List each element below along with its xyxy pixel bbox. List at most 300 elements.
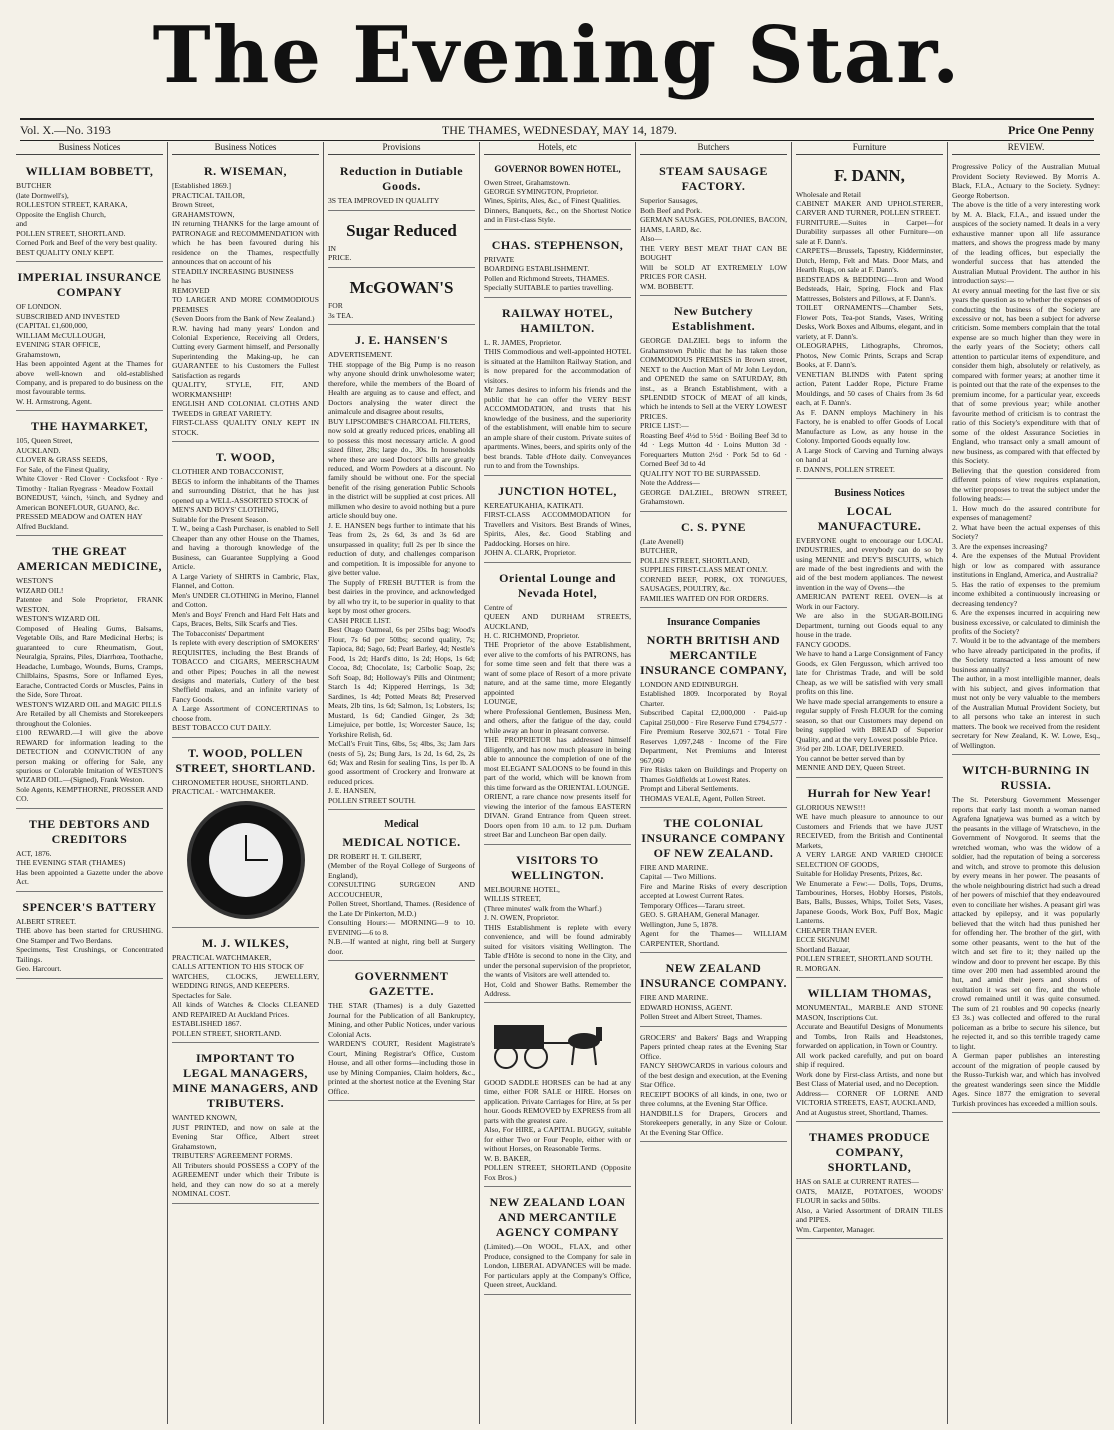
- ad-text: (CAPITAL £1,600,000,: [16, 321, 88, 331]
- ad-text: Centre of: [484, 602, 513, 612]
- advertisement: [16, 159, 163, 262]
- ad-text: 1. How much do the assured contribute for expenses of management?: [952, 503, 1100, 523]
- ad-headline: LOCAL MANUFACTURE.: [817, 503, 922, 533]
- ad-text: WILLIAM McCULLOUGH,: [16, 330, 106, 340]
- ad-text: 4. Are the expenses of the Mutual Provident high or low as compared with assurance institutions in England, America, and Australia?: [952, 551, 1100, 580]
- ad-text: All work packed carefully, and put on board ship if required.: [796, 1050, 943, 1070]
- ad-text: ROLLESTON STREET, KARAKA,: [16, 200, 128, 210]
- ad-text: Suitable for Holiday Presents, Prizes, &c.: [796, 869, 923, 879]
- ad-text: THE above has been started for CRUSHING. One Stamper and Two Berdans.: [16, 926, 163, 945]
- ad-text: WATCHES, CLOCKS, JEWELLERY, WEDDING RINGS, AND KEEPERS.: [172, 971, 319, 991]
- ad-text: Fire Risks taken on Buildings and Property on Thames Goldfields at Lowest Rates.: [640, 765, 787, 784]
- ad-text: Hot, Cold and Shower Baths. Remember the Address.: [484, 979, 631, 998]
- ad-text: ESTABLISHED 1867.: [172, 1019, 242, 1029]
- ad-text: FAMILIES WAITED ON FOR ORDERS.: [640, 593, 769, 603]
- advertisement: [484, 233, 631, 298]
- ad-text: Opposite the English Church,: [16, 209, 106, 219]
- ad-text: CASH PRICE LIST.: [328, 615, 391, 625]
- ad-text: For Sale, of the Finest Quality,: [16, 464, 110, 474]
- newspaper-title: The Evening Star.: [152, 10, 962, 101]
- ad-text: Shortland Bazaar,: [796, 944, 851, 954]
- ad-text: BUTCHER,: [640, 546, 678, 556]
- ad-text: BOARDING ESTABLISHMENT.: [484, 264, 590, 274]
- ad-text: EVERYONE ought to encourage our LOCAL INDUSTRIES, and everybody can do so by using MENNIE and DEY'S BISCUITS, which are made of the best ingredients and with the aid of the best modern appliances. The newest invention in the way of Ovens—the: [796, 535, 943, 592]
- ad-headline: WILLIAM BOBBETT,: [25, 164, 154, 179]
- ad-headline: THAMES PRODUCE COMPANY, SHORTLAND,: [808, 1130, 931, 1175]
- advertisement: [16, 414, 163, 536]
- column-heading: Business Notices: [172, 142, 319, 155]
- ad-text: Temporary Offices—Tararu street.: [640, 900, 745, 910]
- ad-text: BUTCHER: [16, 181, 52, 191]
- ad-text: WM. BOBBETT.: [640, 281, 694, 291]
- ad-headline: IMPORTANT TO LEGAL MANAGERS, MINE MANAGERS, AND TRIBUTERS.: [172, 1051, 319, 1111]
- ad-headline: THE GREAT AMERICAN MEDICINE,: [16, 544, 162, 574]
- ad-text: 3s TEA.: [328, 310, 354, 320]
- ad-text: Will be SOLD AT EXTREMELY LOW PRICES FOR CASH.: [640, 262, 787, 282]
- advertisement: [172, 445, 319, 738]
- ad-text: FANCY GOODS.: [796, 639, 851, 649]
- ad-text: Consulting Hours:— MORNING—9 to 10. EVENING—6 to 8.: [328, 918, 475, 937]
- ad-text: THE STAR (Thames) is a duly Gazetted Journal for the Publication of all Bankruptcy, Mining, and other Public Notices, under various Colonial Acts.: [328, 1001, 475, 1039]
- ad-text: PRACTICAL WATCHMAKER,: [172, 952, 272, 962]
- ad-headline: Sugar Reduced: [346, 220, 457, 240]
- ad-text: (Three minutes' walk from the Wharf.): [484, 903, 602, 913]
- ad-text: Brown Street,: [172, 200, 215, 210]
- ad-text: W. H. Armstrong, Agent.: [16, 396, 92, 406]
- ad-text: THOMAS VEALE, Agent, Pollen Street.: [640, 793, 766, 803]
- ad-text: Dinners, Banquets, &c., on the Shortest Notice and in First-class Style.: [484, 205, 631, 225]
- ad-text: WANTED KNOWN,: [172, 1113, 237, 1123]
- ad-text: A Large Assortment of CONCERTINAS to choose from.: [172, 704, 319, 723]
- ad-text: W. B. BAKER,: [484, 1153, 531, 1163]
- ad-headline: McGOWAN'S: [349, 277, 454, 297]
- ad-text: Men's UNDER CLOTHING in Merino, Flannel and Cotton.: [172, 590, 319, 610]
- ad-text: POLLEN STREET, SHORTLAND.: [16, 228, 126, 238]
- ad-text: FIRE AND MARINE.: [640, 863, 709, 872]
- ad-text: OATS, MAIZE, POTATOES, WOODS' FLOUR in sacks and 50lbs.: [796, 1186, 943, 1206]
- ad-headline: VISITORS TO WELLINGTON.: [511, 852, 604, 882]
- advertisement: [172, 741, 319, 928]
- ad-text: POLLEN STREET, SHORTLAND (Opposite Fox Bros.): [484, 1163, 631, 1182]
- section-heading: Medical: [384, 819, 419, 831]
- column-heading: Business Notices: [16, 142, 163, 155]
- ad-text: J. E. HANSEN begs further to intimate that his Teas from 2s, 2s 6d, 3s and 3s 6d are unsurpassed in quality; full 2s per lb since the reduction of duty, and challenges comparison and competition. It is impossible for anyone to give better value.: [328, 520, 475, 578]
- ad-text: JUST PRINTED, and now on sale at the Evening Star Office, Albert street Grahamstown,: [172, 1122, 319, 1151]
- ad-text: CALLS ATTENTION TO HIS STOCK OF: [172, 962, 304, 972]
- clock-hand: [246, 859, 268, 861]
- ad-text: Pollen Street, Shortland, Thames. (Residence of the Late Dr Pinkerton, M.D.): [328, 899, 475, 918]
- ad-text: CORNED BEEF, PORK, OX TONGUES, SAUSAGES, POULTRY, &c.: [640, 574, 787, 594]
- ad-text: Progressive Policy of the Australian Mutual Provident Society Reviewed. By Morris A. Black, F.I.A., Actuary to the Society. Sydney: George Robertson.: [952, 162, 1100, 200]
- ad-text: Capital — Two Millions.: [640, 872, 717, 882]
- ad-text: GRAHAMSTOWN,: [172, 209, 235, 219]
- advertisement: [640, 1030, 787, 1142]
- ad-text: Also, For HIRE, a CAPITAL BUGGY, suitable for either Two or Four People, either with or without Horses, on Reasonable Terms.: [484, 1125, 631, 1154]
- ad-text: OF LONDON.: [16, 302, 62, 312]
- ad-text: THE EVENING STAR (THAMES): [16, 858, 126, 868]
- ad-text: CONSULTING SURGEON AND ACCOUCHEUR,: [328, 880, 475, 899]
- ad-text: BEDSTEADS & BEDDING—Iron and Wood Bedsteads, Hair, Spring, Flock and Flax Mattresses, Bolsters and Pillows, at F. Dann's.: [796, 274, 943, 303]
- ad-text: Superior Sausages,: [640, 196, 698, 206]
- ad-text: now sold at greatly reduced prices, enabling all to possess this most necessary article. A good sized filter, 28s; large do., 30s. In households where these are used Doctors' bills are greatly reduced, and Worm Powders at a discount. No family should be without one. For the special benefit of the rising generation Public Schools in the district will be supplied at cost prices. All milkmen who desire to avoid nothing but a pure article should buy one.: [328, 426, 475, 521]
- ad-text: LONDON AND EDINBURGH.: [640, 679, 739, 689]
- advertisement: [484, 479, 631, 563]
- ad-text: 3. Are the expenses increasing?: [952, 541, 1048, 551]
- ad-text: POLLEN STREET, SHORTLAND SOUTH.: [796, 954, 933, 964]
- ad-text: Established 1809. Incorporated by Royal Charter.: [640, 689, 787, 708]
- ad-text: BUY LIPSCOMBE'S CHARCOAL FILTERS,: [328, 416, 471, 426]
- advertisement: [796, 781, 943, 979]
- ad-text: 3½d per 2lb. LOAF, DELIVERED.: [796, 744, 904, 754]
- ad-text: 105, Queen Street,: [16, 436, 73, 446]
- ad-headline: NEW ZEALAND INSURANCE COMPANY.: [640, 961, 788, 991]
- ad-headline: F. DANN,: [834, 166, 905, 186]
- ad-headline: Oriental Lounge and Nevada Hotel,: [499, 570, 616, 600]
- ad-text: GLORIOUS NEWS!!!: [796, 802, 866, 812]
- ad-text: GEORGE DALZIEL begs to inform the Grahamstown Public that he has taken those COMMODIOUS PREMISES in Brown street, NEXT to the Auction Mart of Mr John Leydon, and OPENED the same on SATURDAY, 8th inst., as a Branch Establishment, with a SPLENDID STOCK of MEAT of all kinds, which he intends to Sell at the VERY LOWEST PRICES.: [640, 336, 787, 421]
- ad-text: PRIVATE: [484, 254, 515, 264]
- ad-text: 3S TEA IMPROVED IN QUALITY: [328, 196, 440, 206]
- ad-text: We are also in the SUGAR-BOILING Department, turning out Goods equal to any house in the trade.: [796, 611, 943, 640]
- ad-text: RECEIPT BOOKS of all kinds, in one, two or three columns, at the Evening Star Office.: [640, 1089, 787, 1109]
- ad-text: Alfred Buckland.: [16, 521, 69, 531]
- ad-text: AUCKLAND.: [16, 445, 61, 455]
- ad-text: The St. Petersburg Government Messenger reports that early last month a woman named Agrafena Ignatjewa was burned as a witch by the peasants in the village of Wratschevo, in the Government of Novgorod. It seems that the wretched woman, who was the widow of a soldier, had the reputation of being a sorceress and witch, and strove to promote this delusion by every means in her power. The peasants of the whole neighbouring district had such a dread of her powers of mischief that they endeavoured even to conciliate her wishes. A peasant girl was attacked by epilepsy, and it was popularly believed that the witch had thus punished her for offending her. The brother of the girl, with some other peasants, went to the hut of the witch and set fire to it; they nailed up the window and door to prevent her escape. By this time over 200 men had assembled around the hut, and amid their jeers and shouts of exultation it was set on fire, and the whole crowd remained until it was quite consumed. The sum of 21 roubles and 90 copecks (nearly £3 3s.) was collected and offered to the rural policeman as a bribe to secure his silence, but he rejected it, and so this terrible tragedy came to light.: [952, 795, 1100, 1051]
- clock-hand: [245, 835, 247, 861]
- ad-text: BEST QUALITY ONLY KEPT.: [16, 247, 114, 257]
- advertisement: [640, 611, 787, 808]
- ad-headline: GOVERNMENT GAZETTE.: [354, 969, 449, 999]
- ad-text: WESTON'S: [16, 576, 54, 586]
- ad-text: PRACTICAL TAILOR,: [172, 190, 245, 200]
- ad-text: (Seven Doors from the Bank of New Zealand.): [172, 314, 315, 324]
- ad-text: PRICE.: [328, 253, 352, 263]
- ad-text: CARPETS—Brussels, Tapestry, Kidderminster, Dutch, Hemp, Felt and Mats. Door Mats, and Hearth Rugs, on sale at F. Dann's.: [796, 246, 943, 275]
- advertisement: [328, 813, 475, 961]
- section-heading: Insurance Companies: [666, 617, 761, 629]
- ad-headline: CHAS. STEPHENSON,: [491, 237, 624, 252]
- advertisement: [796, 1125, 943, 1239]
- ad-text: The Supply of FRESH BUTTER is from the best dairies in the province, and acknowledged by all who try it, to be superior in quality to that kept by most other grocers.: [328, 577, 475, 616]
- ad-headline: Reduction in Dutiable Goods.: [339, 164, 464, 194]
- ad-text: The Tobacconists' Department: [172, 628, 265, 638]
- ad-text: (Late Avenell): [640, 536, 684, 546]
- column-heading: Butchers: [640, 142, 787, 155]
- ad-text: £100 REWARD.—I will give the above REWARD for information leading to the DETECTION and CONVICTION of any person making or offering for Sale, any spurious or Colorable Imitation of WESTON'S WIZARD OIL.—(Signed), Frank Weston.: [16, 728, 163, 785]
- ad-text: QUALITY NOT TO BE SURPASSED.: [640, 468, 761, 478]
- ad-text: Believing that the question considered from different points of view requires explanation, the writer proposes to treat the subject under the following heads:—: [952, 465, 1100, 504]
- advertisement: [328, 964, 475, 1101]
- ad-text: VENETIAN BLINDS with Patent spring action, Patent Ladder Rope, Picture Frame Mouldings, and 50 cases of Chairs from 3s 6d each, at F. Dann's.: [796, 369, 943, 408]
- ad-text: MONUMENTAL, MARBLE AND STONE MASON, Inscriptions Cut.: [796, 1003, 943, 1022]
- advertisement: [16, 812, 163, 892]
- ad-text: IN returning THANKS for the large amount of PATRONAGE and RECOMMENDATION with which he has been favoured during his residence on the Thames, respectfully announces that on account of his: [172, 219, 319, 267]
- ad-headline: GOVERNOR BOWEN HOTEL,: [494, 164, 621, 175]
- ad-text: GROCERS' and Bakers' Bags and Wrapping Papers printed cheap rates at the Evening Star Office.: [640, 1032, 787, 1061]
- ad-text: 5. Has the ratio of expenses to the premium income exhibited a continuously increasing or decreasing tendency?: [952, 579, 1100, 608]
- advertisement: [328, 159, 475, 210]
- ad-text: ECCE SIGNUM!: [796, 935, 850, 945]
- advertisement: [640, 956, 787, 1026]
- advertisement: [640, 515, 787, 608]
- ad-text: Sole Agents, KEMPTHORNE, PROSSER AND CO.: [16, 784, 163, 804]
- ad-text: All Tributers should POSSESS a COPY of the AGREEMENT under which their Tribute is held, and they can now do so at a merely NOMINAL COST.: [172, 1160, 319, 1199]
- ad-text: Wines, Spirits, Ales, &c., of Finest Qualities.: [484, 196, 621, 206]
- ad-text: REMOVED: [172, 285, 210, 295]
- ad-text: Agent for the Thames— WILLIAM CARPENTER, Shortland.: [640, 929, 787, 948]
- column-heading: Hotels, etc: [484, 142, 631, 155]
- ad-text: Spectacles for Sale.: [172, 990, 232, 1000]
- ad-text: (late Dornwell's),: [16, 190, 69, 200]
- ad-text: WESTON'S WIZARD OIL and MAGIC PILLS: [16, 699, 162, 709]
- column: [948, 142, 1104, 1424]
- ad-headline: WILLIAM THOMAS,: [807, 986, 932, 1001]
- ad-text: FIRST-CLASS QUALITY ONLY KEPT IN STOCK.: [172, 418, 319, 437]
- ad-text: WESTON'S WIZARD OIL: [16, 614, 100, 624]
- ad-text: Prompt and Liberal Settlements.: [640, 784, 739, 794]
- ad-headline: MEDICAL NOTICE.: [342, 834, 461, 849]
- ad-text: A Large Variety of SHIRTS in Cambric, Flax, Flannel, and Cotton.: [172, 571, 319, 591]
- ad-text: KEREATUKAHIA, KATIKATI.: [484, 500, 584, 510]
- ad-text: FURNITURE.—Suites in Carpet—for Durability surpasses all other Furniture—on sale at F. Dann's.: [796, 217, 943, 246]
- ad-text: Has been appointed Agent at the Thames for above well-known and old-established Company, and is prepared to do business on the most favourable terms.: [16, 359, 163, 397]
- advertisement: [796, 981, 943, 1122]
- ad-text: Geo. Harcourt.: [16, 964, 62, 974]
- ad-text: Wellington, June 5, 1878.: [640, 919, 718, 929]
- dateline: [20, 118, 1094, 141]
- advertisement: [16, 265, 163, 411]
- ad-text: ADVERTISEMENT.: [328, 350, 393, 360]
- column: [480, 142, 636, 1424]
- ad-text: We Enumerate a Few:— Dolls, Tops, Drums, Tambourines, Horses, Hobby Horses, Pistols, Bats, Balls, Busses, Whips, Toilet Sets, Vases, Japanese Goods, Work Box, Puff Box, Magic Lanterns.: [796, 878, 943, 926]
- ad-text: Best Otago Oatmeal, 6s per 25lbs bag; Wood's Flour, 7s 6d per 50lbs; second quality, 7s; Tapioca, 8d; Sago, 6d; Pearl Barley, 4d; Nestle's Food, 1s 2d; Hard's ditto, 1s 2d; Hops, 1s 6d; Cocoa, 8d; Chocolate, 1s; Carbolic Soap, 2s; Soft Soap, 8d; Holloway's Pills and Ointment; Starch 1s 4d; Kippered Herrings, 1s 3d; Sardines, 1s 4d; Potted Meats 8d; Preserved Meats, 2lb tins, 1s 6d; Salmon, 1s; Lobsters, 1s; Mustard, 1s 6d; Candied Ginger, 2s 3d; Limejuice, per bottle, 1s; Worcester Sauce, 1s; Yorkshire Relish, 6d.: [328, 625, 475, 739]
- ad-text: A German paper publishes an interesting account of the migration of people caused by the Russo-Turkish war, and which has involved the greatest wanderings seen since the Middle Ages. Since 1877 the emigration to several Turkish provinces has exceeded a million souls.: [952, 1051, 1100, 1108]
- ad-text: where Professional Gentlemen, Business Men, and others, after the fatigue of the day, could while away an hour in pleasant converse.: [484, 706, 631, 735]
- ad-text: As F. DANN employs Machinery in his Factory, he is enabled to offer Goods of Local Manufacture as Low, as any house in the Colony. Imported Goods equally low.: [796, 407, 943, 446]
- ad-text: Pollen Street and Albert Street, Thames.: [640, 1012, 762, 1022]
- ad-text: TRIBUTERS' AGREEMENT FORMS.: [172, 1151, 293, 1161]
- ad-text: L. R. JAMES, Proprietor.: [484, 337, 562, 347]
- ad-text: Corned Pork and Beef of the very best quality.: [16, 238, 158, 248]
- ad-text: J. E. HANSEN,: [328, 786, 376, 796]
- ad-headline: THE COLONIAL INSURANCE COMPANY OF NEW ZEALAND.: [641, 816, 786, 860]
- ad-text: Wm. Carpenter, Manager.: [796, 1224, 875, 1234]
- advertisement: [484, 301, 631, 476]
- ad-text: HAS on SALE at CURRENT RATES—: [796, 1177, 919, 1187]
- ad-text: BEST TOBACCO CUT DAILY.: [172, 723, 271, 733]
- ad-text: Is replete with every description of SMOKERS' REQUISITES, including the Best Brands of TOBACCO and CIGARS, MEERSCHAUM and other Pipes; Pouches in all the newest designs and materials, Cutlery of the best Sheffield makes, and an infinite variety of Fancy Goods.: [172, 638, 319, 704]
- ad-text: FIRE AND MARINE.: [640, 993, 709, 1003]
- masthead: [0, 0, 1114, 120]
- ad-text: All kinds of Watches & Clocks CLEANED AND REPAIRED At Auckland Prices.: [172, 1000, 319, 1019]
- ad-text: ORIENT, a rare chance now presents itself for viewing the interior of the famous EASTERN DIVAN. Grand Entrance from Queen street. Doors open from 10 a.m. to 12 p.m. Durham street Bar and Luncheon Bar open daily.: [484, 792, 631, 840]
- ad-text: THE VERY BEST MEAT THAT CAN BE BOUGHT: [640, 243, 787, 263]
- clock-illustration: [187, 801, 305, 919]
- ad-text: Wholesale and Retail: [796, 189, 861, 199]
- ad-text: PRESSED MEADOW and OATEN HAY: [16, 512, 143, 522]
- ad-text: White Clover · Red Clover · Cocksfoot · Rye · Timothy · Italian Ryegrass · Meadow Foxtail: [16, 474, 163, 493]
- ad-headline: SPENCER'S BATTERY: [22, 899, 157, 914]
- ad-text: R.W. having had many years' London and Colonial Experience, Receiving all Orders, Cutting every Garment himself, and Personally Superintending the Making-up, he can GUARANTEE to his Customers the Fullest Satisfaction as regards: [172, 323, 319, 380]
- ad-text: Mr James desires to inform his friends and the public that he can offer the VERY BEST ACCOMMODATION, and trusts that his knowledge of the business, and the superiority of the establishment, will enable him to secure an ample share of their custom. Private suites of apartments. Wines, beers, and spirits only of the best brands. Table d'Hote daily. Conveyances run to and from the Townships.: [484, 385, 631, 471]
- section-heading: Business Notices: [834, 488, 905, 500]
- ad-text: CABINET MAKER AND UPHOLSTERER, CARVER AND TURNER, POLLEN STREET.: [796, 198, 943, 218]
- ad-headline: T. WOOD, POLLEN STREET, SHORTLAND.: [175, 745, 316, 775]
- ad-text: FANCY SHOWCARDS in various colours and of the best design and execution, at the Evening Star Office.: [640, 1061, 787, 1090]
- column: [168, 142, 324, 1424]
- ad-text: EVENING STAR OFFICE,: [16, 340, 101, 350]
- ad-text: ACT, 1876.: [16, 848, 52, 858]
- ad-text: 7. Would it be to the advantage of the members who have already participated in the profits, if the Society transacted a less amount of new business annually?: [952, 636, 1100, 674]
- ad-text: DR ROBERT H. T. GILBERT,: [328, 851, 422, 861]
- ad-text: A VERY LARGE AND VARIED CHOICE SELECTION OF GOODS,: [796, 850, 943, 869]
- ad-text: N.B.—If wanted at night, ring bell at Surgery door.: [328, 937, 475, 956]
- advertisement: [16, 895, 163, 979]
- ad-text: SUBSCRIBED AND INVESTED: [16, 311, 120, 321]
- ad-headline: IMPERIAL INSURANCE COMPANY: [17, 270, 162, 300]
- ad-text: Has been appointed a Gazette under the above Act.: [16, 867, 163, 887]
- ad-text: THIS Commodious and well-appointed HOTEL is situated at the Hamilton Railway Station, and is now prepared for the accommodation of visitors.: [484, 347, 631, 385]
- ad-text: GOOD SADDLE HORSES can be had at any time, either FOR SALE or HIRE. Horses on application. Private Carriages for Hire, at 5s per hour. Goods REMOVED by EXPRESS from all parts with the greatest care.: [484, 1077, 631, 1125]
- ad-text: TOILET ORNAMENTS—Chamber Sets, Flower Pots, Tea-pot Stands, Vases, Writing Desks, Work Boxes and Albums, elegant, and in variety, at F. Dann's.: [796, 303, 943, 341]
- ad-text: FOR: [328, 301, 343, 311]
- ad-headline: NORTH BRITISH AND MERCANTILE INSURANCE COMPANY,: [640, 632, 788, 677]
- ad-text: THE PROPRIETOR has addressed himself diligently, and has now much pleasure in being able to announce the completion of one of the most ELEGANT SALOONS to be found in this part of the world, which will be known from this time forward as the ORIENTAL LOUNGE.: [484, 735, 631, 792]
- ad-text: MEN'S AND BOYS' CLOTHING,: [172, 505, 279, 515]
- ad-text: And at Augustus street, Shortland, Thames.: [796, 1107, 928, 1117]
- ad-text: Are Retailed by all Chemists and Storekeepers throughout the Colonies.: [16, 709, 163, 728]
- advertisement: [484, 1006, 631, 1187]
- ad-text: Roasting Beef 4½d to 5½d · Boiling Beef 3d to 4d · Legs Mutton 4d · Loins Mutton 3d · Forequarters Mutton 2½d · Pork 5d to 6d · Corned Beef 3d to 4d: [640, 430, 787, 469]
- ad-text: Pollen and Richmond Streets, THAMES.: [484, 273, 610, 283]
- ad-text: OLEOGRAPHS, Lithographs, Chromos, Photos, New Comic Prints, Scraps and Scrap Books, at F. Dann's.: [796, 341, 943, 370]
- ad-text: Patentee and Sole Proprietor, FRANK WESTON.: [16, 595, 163, 614]
- ad-text: J. N. OWEN, Proprietor.: [484, 913, 559, 923]
- ad-text: A Large Stock of Carving and Turning always on hand at: [796, 445, 943, 465]
- ad-text: The author, in a most intelligible manner, deals with his subject, and gives information that must not only be very valuable to the members of the Australian Mutual Provident Society, but to all persons who take an interest in such matters. The book we received from the resident secretary for New Zealand, K. W. Lowe, Esq., of Wellington.: [952, 674, 1100, 750]
- ad-headline: THE HAYMARKET,: [30, 419, 148, 434]
- column-heading: Furniture: [796, 142, 943, 155]
- ad-text: BEGS to inform the inhabitants of the Thames and surrounding District, that he has just opened up a WELL-ASSORTED STOCK of: [172, 476, 319, 505]
- ad-text: he has: [172, 276, 192, 286]
- ad-headline: Hurrah for New Year!: [807, 785, 932, 800]
- ad-text: MENNIE AND DEY, Queen Street.: [796, 763, 906, 773]
- column: [324, 142, 480, 1424]
- ad-headline: STEAM SAUSAGE FACTORY.: [659, 164, 768, 194]
- ad-text: THE Proprietor of the above Establishment, ever alive to the comforts of his PATRONS, has for some time seen and felt that there was a want of some place of Resort of a more private nature, and at the same time, more Elegantly appointed: [484, 640, 631, 697]
- ad-text: Note the Address—: [640, 478, 700, 488]
- ad-text: CHEAPER THAN EVER.: [796, 925, 878, 935]
- ad-headline: WITCH-BURNING IN RUSSIA.: [962, 763, 1090, 793]
- columns: [12, 142, 1104, 1424]
- ad-text: Accurate and Beautiful Designs of Monuments and Tombs, Iron Rails and Headstones, forwarded on application, in Town or Country.: [796, 1022, 943, 1051]
- column: [636, 142, 792, 1424]
- ad-headline: R. WISEMAN,: [204, 164, 287, 179]
- ad-text: PRICE LIST:—: [640, 421, 689, 431]
- ad-text: H. C. RICHMOND, Proprietor.: [484, 631, 580, 640]
- ad-text: Also—: [640, 234, 662, 244]
- ad-text: The above is the title of a very interesting work by M. A. Black, F.I.A., and issued under the auspices of the society named. It deals in a very exhaustive manner upon all life assurance matters, and shows the progress made by many of the leading offices, but especially the wonderful success that has attended the Australian Mutual Provident. The author in his introduction says:—: [952, 200, 1100, 286]
- ad-text: THIS Establishment is replete with every convenience, and will be found admirably suited for visitors visiting Wellington. The Table d'Hôte is second to none in the City, and under the personal supervision of the proprietor, the wants of Visitors are well attended to.: [484, 922, 631, 980]
- advertisement: [484, 1190, 631, 1294]
- ad-text: IN: [328, 243, 337, 253]
- volume-number: Vol. X.—No. 3193: [20, 122, 111, 137]
- advertisement: [640, 811, 787, 953]
- ad-text: ENGLISH AND COLONIAL CLOTHS AND TWEEDS in GREAT VARIETY.: [172, 399, 319, 418]
- advertisement: [328, 271, 475, 325]
- ad-text: At every annual meeting for the last five or six years the question as to whether the expenses of conducting the business of the Society are excessive or not, has been a subject for adverse criticism. Some members complain that the total expense are so much higher than they were in the early years of the Society; others call attention to particular items of expenditure, and consider them high, absolutely or relatively, as compared with former years; at another time it is pointed out that the rate of the expenses to the premium income, for a particular year, exceeds that of some previous year; while another favourite method of criticism is to contrast the ratio of this Society's expenditure with that of some of the oldest Assurance Societies in England, who transact only a small amount of new business, as compared with that effected by this Society.: [952, 285, 1100, 466]
- ad-text: R. MORGAN.: [796, 963, 841, 973]
- ad-headline: NEW ZEALAND LOAN AND MERCANTILE AGENCY COMPANY: [489, 1195, 626, 1240]
- ad-text: POLLEN STREET, SHORTLAND.: [172, 1028, 282, 1038]
- ad-text: FIRST-CLASS ACCOMMODATION for Travellers and Visitors. Best Brands of Wines, Spirits, Ales, &c. Good Stabling and Paddocking. Horses on hire.: [484, 510, 631, 548]
- ad-text: T. W., being a Cash Purchaser, is enabled to Sell Cheaper than any other House on the Thames, and having a thorough knowledge of the Business, can Guarantee Supplying a Good Article.: [172, 524, 319, 572]
- ad-text: GEORGE SYMINGTON, Proprietor.: [484, 186, 599, 196]
- ad-text: WIZARD OIL!: [16, 585, 64, 595]
- price: Price One Penny: [1008, 122, 1094, 137]
- ad-text: 6. Are the expenses incurred in acquiring new business excessive, or calculated to diminish the profits of the Society?: [952, 608, 1100, 636]
- advertisement: [16, 539, 163, 809]
- ad-text: and: [16, 219, 27, 229]
- ad-headline: M. J. WILKES,: [201, 935, 290, 950]
- ad-text: QUEEN AND DURHAM STREETS, AUCKLAND,: [484, 612, 631, 631]
- ad-text: THE stoppage of the Big Pump is no reason why anyone should drink unwholesome water; therefore, while the members of the Board of Health are arguing as to cause and effect, and Doctors analysing the water direct the animalcule and disagree about results,: [328, 359, 475, 417]
- ad-text: GEO. S. GRAHAM, General Manager.: [640, 910, 760, 920]
- ad-text: MELBOURNE HOTEL,: [484, 884, 560, 894]
- ad-headline: T. WOOD,: [215, 450, 276, 465]
- ad-headline: JUNCTION HOTEL,: [498, 483, 617, 498]
- ad-text: Fire and Marine Risks of every description accepted at Lowest Current Rates.: [640, 881, 787, 901]
- ad-text: GEORGE DALZIEL, BROWN STREET, Grahamstown.: [640, 487, 787, 507]
- ad-text: (Member of the Royal College of Surgeons of England),: [328, 861, 475, 880]
- ad-text: EDWARD HONISS, AGENT.: [640, 1002, 733, 1012]
- ad-text: BONEDUST, ¼inch, ½inch, and Sydney and American BONEFLOUR, GUANO, &c.: [16, 493, 163, 512]
- ad-text: Specimens, Test Crushings, or Concentrated Tailings.: [16, 945, 163, 964]
- advertisement: [328, 214, 475, 268]
- advertisement: [484, 566, 631, 845]
- advertisement: [640, 159, 787, 296]
- issue-date: THE THAMES, WEDNESDAY, MAY 14, 1879.: [441, 122, 677, 137]
- ad-text: [Established 1869.]: [172, 181, 232, 191]
- advertisement: [172, 159, 319, 442]
- column: [792, 142, 948, 1424]
- ad-text: Specially SUITABLE to parties travelling.: [484, 283, 614, 293]
- ad-headline: RAILWAY HOTEL, HAMILTON.: [501, 305, 614, 335]
- column-heading: Provisions: [328, 142, 475, 155]
- advertisement: [796, 482, 943, 778]
- ad-text: Work done by First-class Artists, and none but Best Class of Material used, and no Deception.: [796, 1069, 943, 1089]
- ad-text: POLLEN STREET SOUTH.: [328, 795, 416, 805]
- ad-text: Suitable for the Present Season.: [172, 514, 269, 524]
- ad-text: STEADILY INCREASING BUSINESS: [172, 266, 294, 276]
- advertisement: [172, 931, 319, 1043]
- ad-text: CLOTHIER AND TOBACCONIST,: [172, 467, 284, 477]
- ad-headline: J. E. HANSEN'S: [354, 333, 449, 348]
- ad-text: F. DANN'S, POLLEN STREET.: [796, 464, 895, 474]
- ad-text: Grahamstown,: [16, 349, 61, 359]
- ad-text: GERMAN SAUSAGES, POLONIES, BACON, HAMS, LARD, &c.: [640, 215, 787, 234]
- advertisement: [484, 848, 631, 1004]
- ad-text: WARDEN'S COURT, Resident Magistrate's Court, Mining Registrar's Office, Custom House, and all other forms—including those in use by Mining Companies, Claim holders, &c., printed at the shortest notice at the Evening Star Office.: [328, 1039, 475, 1096]
- ad-text: Men's and Boys' French and Hard Felt Hats and Caps, Braces, Belts, Silk Scarfs and Ties.: [172, 609, 319, 629]
- column: [12, 142, 168, 1424]
- advertisement: [484, 159, 631, 230]
- ad-text: (Limited).—On WOOL, FLAX, and other Produce, consigned to the Company for sale in London, LIBERAL ADVANCES will be made. For particulars apply at the Company's Office, Queen street, Auckland.: [484, 1242, 631, 1290]
- advertisement: [640, 299, 787, 512]
- ad-text: CLOVER & GRASS SEEDS,: [16, 455, 108, 465]
- ad-headline: THE DEBTORS AND CREDITORS: [28, 816, 151, 846]
- ad-headline: C. S. PYNE: [680, 519, 746, 534]
